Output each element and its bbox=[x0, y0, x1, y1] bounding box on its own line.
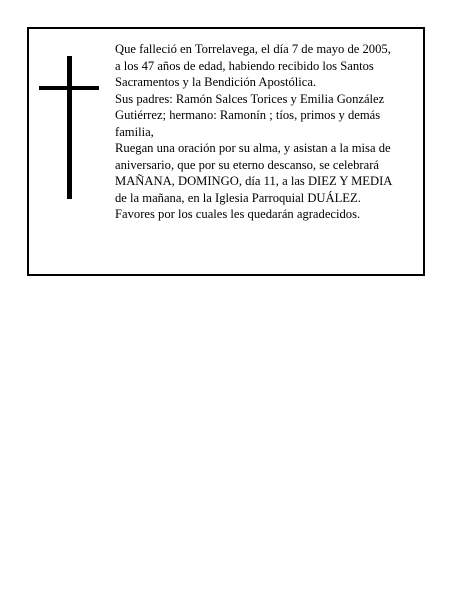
notice-line: aniversario, que por su eterno descanso, se celebrará bbox=[115, 157, 380, 172]
cross-vertical-bar bbox=[67, 56, 72, 199]
notice-line: Sus padres: Ramón Salces Torices y Emilia González bbox=[115, 91, 385, 106]
notice-line: Sacramentos y la Bendición Apostólica. bbox=[115, 75, 317, 89]
notice-line: de la mañana, en la Iglesia Parroquial DUÁLEZ. bbox=[115, 190, 361, 205]
cross-horizontal-bar bbox=[39, 86, 99, 90]
notice-line: Favores por los cuales les quedarán agradecidos. bbox=[115, 207, 361, 221]
notice-line: a los 47 años de edad, habiendo recibido los Santos bbox=[115, 58, 374, 73]
notice-line: Ruegan una oración por su alma, y asistan a la misa de bbox=[115, 141, 391, 155]
cross-icon bbox=[39, 56, 99, 201]
notice-text bbox=[115, 41, 421, 223]
obituary-notice bbox=[27, 27, 425, 276]
notice-line: familia, bbox=[115, 124, 154, 139]
notice-line: MAÑANA, DOMINGO, día 11, a las DIEZ Y MEDIA bbox=[115, 174, 393, 188]
notice-line: Que falleció en Torrelavega, el día 7 de mayo de 2005, bbox=[115, 42, 391, 56]
notice-line: Gutiérrez; hermano: Ramonín ; tíos, primos y demás bbox=[115, 108, 381, 122]
